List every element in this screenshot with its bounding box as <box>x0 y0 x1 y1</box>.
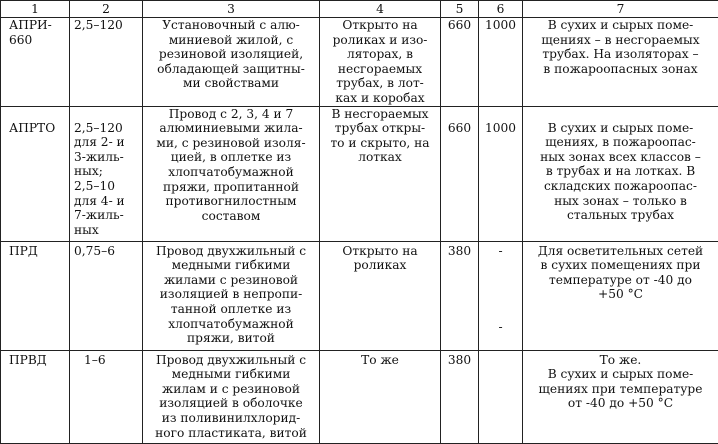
application-line: складских пожароопас- <box>525 179 716 194</box>
col6-value-lower: - <box>481 320 520 335</box>
laying-line: трубах, в лот- <box>322 76 438 91</box>
cell-section <box>70 350 143 443</box>
description-line: изоляцией в непропи- <box>145 287 317 302</box>
description-line: Провод с 2, 3, 4 и 7 <box>145 107 317 122</box>
application-line: в сухих помещениях при <box>525 258 716 273</box>
cell-application <box>523 106 718 241</box>
cell-application <box>523 18 718 107</box>
cell-description <box>143 106 320 241</box>
cell-mark <box>1 241 70 350</box>
section-line: 2,5–10 <box>74 179 140 194</box>
cell-voltage: 660 <box>441 18 479 107</box>
description-line: ми свойствами <box>145 76 317 91</box>
section-line: 1–6 <box>84 353 140 368</box>
description-line: пряжи, пропитанной <box>145 180 317 195</box>
section-line: 2,5–120 <box>74 18 140 33</box>
laying-line: то и скрыто, на <box>322 136 438 151</box>
description-line: ного пластиката, витой <box>145 426 317 441</box>
application-line: температуре от -40 до <box>525 273 716 288</box>
header-col-5: 5 <box>441 1 479 18</box>
description-line: танной оплетке из <box>145 302 317 317</box>
laying-line: ках и коробах <box>322 91 438 106</box>
cell-application <box>523 350 718 443</box>
laying-line: трубах откры- <box>322 121 438 136</box>
cell-mark <box>1 350 70 443</box>
table-row <box>1 350 718 443</box>
header-row <box>1 1 718 18</box>
description-line: Установочный с алю- <box>145 18 317 33</box>
application-line: +50 °С <box>525 287 716 302</box>
description-line: составом <box>145 209 317 224</box>
section-line: ных <box>74 223 140 238</box>
description-line: алюминиевыми жила- <box>145 121 317 136</box>
laying-line: Открыто на <box>322 18 438 33</box>
description-line: жилам и с резиновой <box>145 382 317 397</box>
laying-line: То же <box>322 353 438 368</box>
description-line: хлопчатобумажной <box>145 165 317 180</box>
cell-description <box>143 241 320 350</box>
cell-section <box>70 241 143 350</box>
application-line: стальных трубах <box>525 208 716 223</box>
section-line: ных; <box>74 164 140 179</box>
header-col-7: 7 <box>523 1 718 18</box>
cell-voltage: 660 <box>441 106 479 241</box>
application-line: В сухих и сырых поме- <box>525 18 716 33</box>
section-line: 7-жиль- <box>74 208 140 223</box>
cell-laying <box>320 350 441 443</box>
description-line: обладающей защитны- <box>145 62 317 77</box>
laying-line: роликах <box>322 258 438 273</box>
mark-line: 660 <box>9 33 67 48</box>
description-line: противогнилостным <box>145 194 317 209</box>
application-line: щениях при температуре <box>525 382 716 397</box>
table-row <box>1 18 718 107</box>
application-line: То же. <box>525 353 716 368</box>
section-line: 2,5–120 <box>74 121 140 136</box>
application-line: ных зонах – только в <box>525 194 716 209</box>
application-line: в пожароопасных зонах <box>525 62 716 77</box>
cell-description <box>143 18 320 107</box>
header-col-6: 6 <box>479 1 523 18</box>
cell-col6 <box>479 350 523 443</box>
laying-line: лотках <box>322 150 438 165</box>
description-line: медными гибкими <box>145 367 317 382</box>
laying-line: Открыто на <box>322 244 438 259</box>
description-line: Провод двухжильный с <box>145 353 317 368</box>
section-line: 3-жиль- <box>74 150 140 165</box>
application-line: щениях – в несгораемых <box>525 33 716 48</box>
cell-col6 <box>479 241 523 350</box>
laying-line: несгораемых <box>322 62 438 77</box>
mark-line: АПРТО <box>9 121 67 136</box>
application-line: от -40 до +50 °С <box>525 396 716 411</box>
cell-voltage: 380 <box>441 241 479 350</box>
section-line: 0,75–6 <box>74 244 140 259</box>
description-line: Провод двухжильный с <box>145 244 317 259</box>
description-line: из поливинилхлорид- <box>145 411 317 426</box>
application-line: В сухих и сырых поме- <box>525 121 716 136</box>
section-line: для 2- и <box>74 135 140 150</box>
description-line: хлопчатобумажной <box>145 317 317 332</box>
cell-laying <box>320 18 441 107</box>
cell-application <box>523 241 718 350</box>
description-line: пряжи, витой <box>145 331 317 346</box>
application-line: щениях, в пожароопас- <box>525 135 716 150</box>
header-col-3: 3 <box>143 1 320 18</box>
cell-laying <box>320 106 441 241</box>
description-line: медными гибкими <box>145 258 317 273</box>
mark-line: ПРВД <box>9 353 67 368</box>
laying-line: В несгораемых <box>322 107 438 122</box>
application-line: ных зонах всех классов – <box>525 150 716 165</box>
cell-mark <box>1 18 70 107</box>
header-col-1: 1 <box>1 1 70 18</box>
cell-laying <box>320 241 441 350</box>
description-line: ми, с резиновой изоля- <box>145 136 317 151</box>
cell-mark <box>1 106 70 241</box>
table-row <box>1 106 718 241</box>
col6-value: - <box>481 244 520 259</box>
header-col-2: 2 <box>70 1 143 18</box>
cell-section <box>70 18 143 107</box>
application-line: Для осветительных сетей <box>525 244 716 259</box>
description-line: цией, в оплетке из <box>145 150 317 165</box>
description-line: миниевой жилой, с <box>145 33 317 48</box>
header-col-4: 4 <box>320 1 441 18</box>
cell-col6: 1000 <box>479 106 523 241</box>
cell-section <box>70 106 143 241</box>
description-line: жилами с резиновой <box>145 273 317 288</box>
section-line: для 4- и <box>74 194 140 209</box>
mark-line: АПРИ- <box>9 18 67 33</box>
laying-line: роликах и изо- <box>322 33 438 48</box>
table-row <box>1 241 718 350</box>
description-line: резиновой изоляцией, <box>145 47 317 62</box>
application-line: трубах. На изоляторах – <box>525 47 716 62</box>
laying-line: ляторах, в <box>322 47 438 62</box>
cell-voltage: 380 <box>441 350 479 443</box>
application-line: в трубах и на лотках. В <box>525 164 716 179</box>
cell-description <box>143 350 320 443</box>
mark-line: ПРД <box>9 244 67 259</box>
application-line: В сухих и сырых поме- <box>525 367 716 382</box>
cell-col6: 1000 <box>479 18 523 107</box>
description-line: изоляцией в оболочке <box>145 396 317 411</box>
